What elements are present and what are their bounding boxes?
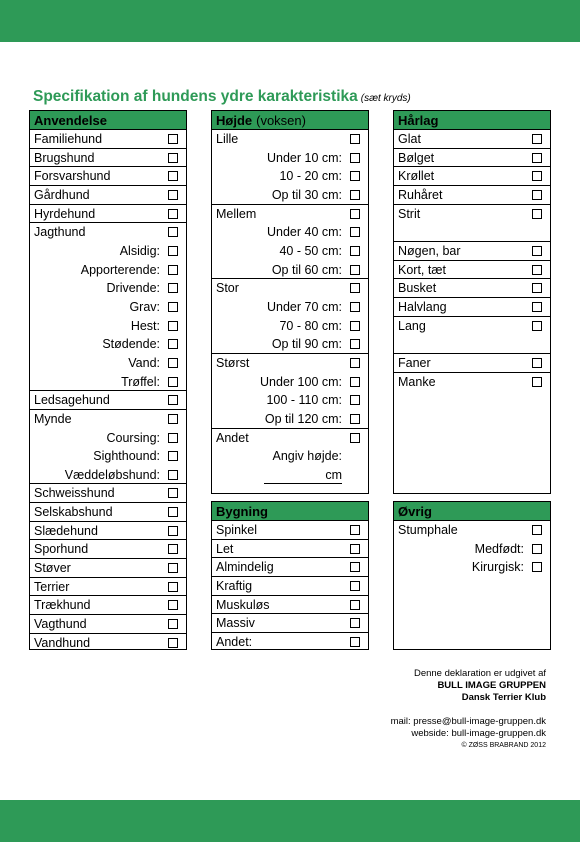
checkbox[interactable] xyxy=(350,321,360,331)
option-slaedehund[interactable] xyxy=(30,522,186,541)
option-label: Mellem xyxy=(216,206,257,221)
option-label: Busket xyxy=(398,281,437,296)
angiv-hojde-field-row xyxy=(212,466,368,485)
checkbox[interactable] xyxy=(350,395,360,405)
checkbox[interactable] xyxy=(350,134,360,144)
option-label: Hest: xyxy=(130,318,160,333)
checkbox[interactable] xyxy=(350,600,360,610)
ovrig-header xyxy=(394,502,550,521)
checkbox[interactable] xyxy=(168,377,178,387)
ovrig-header-label: Øvrig xyxy=(398,503,432,519)
option-label: Ledsagehund xyxy=(34,393,110,408)
checkbox[interactable] xyxy=(532,134,542,144)
checkbox[interactable] xyxy=(350,581,360,591)
publisher-intro: Denne deklaration er udgivet af xyxy=(413,668,546,679)
hojde-header-label: Højde xyxy=(216,112,253,128)
publisher-name: BULL IMAGE GRUPPEN xyxy=(437,680,546,691)
suboption-vand[interactable] xyxy=(30,354,186,373)
suboption-op-til-60[interactable] xyxy=(212,261,368,280)
option-stover[interactable] xyxy=(30,559,186,578)
checkbox[interactable] xyxy=(350,227,360,237)
checkbox[interactable] xyxy=(350,637,360,647)
cm-unit: cm xyxy=(325,467,342,482)
hojde-header-note: (voksen) xyxy=(256,112,306,128)
checkbox[interactable] xyxy=(532,283,542,293)
option-andet-bygning[interactable] xyxy=(212,633,368,652)
checkbox[interactable] xyxy=(168,507,178,517)
option-label: Op til 30 cm: xyxy=(271,187,342,202)
option-strit[interactable] xyxy=(394,205,550,224)
suboption-grav[interactable] xyxy=(30,298,186,317)
option-label: Sporhund xyxy=(34,542,89,557)
option-forsvarshund[interactable] xyxy=(30,167,186,186)
checkbox[interactable] xyxy=(168,246,178,256)
option-mellem[interactable] xyxy=(212,205,368,224)
anvendelse-header xyxy=(30,111,186,130)
option-label: Mynde xyxy=(34,411,72,426)
option-label: Drivende: xyxy=(106,281,160,296)
checkbox[interactable] xyxy=(350,544,360,554)
option-label: Gårdhund xyxy=(34,187,90,202)
top-green-band xyxy=(0,0,580,42)
option-label: Glat xyxy=(398,132,421,146)
option-label: Muskuløs xyxy=(216,597,270,612)
option-stumphale[interactable] xyxy=(394,521,550,540)
option-kraftig[interactable] xyxy=(212,577,368,596)
angiv-hojde-label-row xyxy=(212,447,368,466)
option-manke[interactable] xyxy=(394,373,550,392)
option-label: Apporterende: xyxy=(80,262,160,277)
contact-web: webside: bull-image-gruppen.dk xyxy=(411,728,546,739)
option-muskulos[interactable] xyxy=(212,596,368,615)
checkbox[interactable] xyxy=(350,562,360,572)
suboption-under-70[interactable] xyxy=(212,298,368,317)
checkbox[interactable] xyxy=(168,171,178,181)
checkbox[interactable] xyxy=(168,488,178,498)
checkbox[interactable] xyxy=(350,246,360,256)
option-label: Let xyxy=(216,541,234,556)
suboption-40-50[interactable] xyxy=(212,242,368,261)
suboption-under-40[interactable] xyxy=(212,223,368,242)
option-selskabshund[interactable] xyxy=(30,503,186,522)
checkbox[interactable] xyxy=(350,618,360,628)
option-label: Forsvarshund xyxy=(34,169,111,184)
option-label: Familiehund xyxy=(34,132,103,146)
checkbox[interactable] xyxy=(168,600,178,610)
checkbox[interactable] xyxy=(168,433,178,443)
option-label: 70 - 80 cm: xyxy=(279,318,342,333)
option-brugshund[interactable] xyxy=(30,149,186,168)
checkbox[interactable] xyxy=(532,525,542,535)
option-label: Stødende: xyxy=(102,337,160,352)
option-label: Coursing: xyxy=(106,430,160,445)
checkbox[interactable] xyxy=(168,395,178,405)
suboption-10-20[interactable] xyxy=(212,167,368,186)
checkbox[interactable] xyxy=(350,283,360,293)
bottom-green-band xyxy=(0,800,580,842)
suboption-vaeddelobshund[interactable] xyxy=(30,466,186,485)
checkbox[interactable] xyxy=(168,544,178,554)
option-nogen-bar[interactable] xyxy=(394,242,550,261)
option-hyrdehund[interactable] xyxy=(30,205,186,224)
option-label: Kort, tæt xyxy=(398,262,446,277)
option-label: Andet: xyxy=(216,634,253,649)
suboption-medfodt[interactable] xyxy=(394,540,550,559)
checkbox[interactable] xyxy=(168,339,178,349)
harlag-header xyxy=(394,111,550,130)
contact-mail: mail: presse@bull-image-gruppen.dk xyxy=(390,716,546,727)
checkbox[interactable] xyxy=(532,265,542,275)
option-halvlang[interactable] xyxy=(394,298,550,317)
suboption-troffel[interactable] xyxy=(30,373,186,392)
option-label: Op til 90 cm: xyxy=(271,337,342,352)
option-label: Kirurgisk: xyxy=(471,560,524,575)
option-label: Schweisshund xyxy=(34,486,115,501)
checkbox[interactable] xyxy=(168,358,178,368)
checkbox[interactable] xyxy=(350,302,360,312)
option-label: Bølget xyxy=(398,150,435,165)
anvendelse-table xyxy=(29,110,187,650)
option-bolget[interactable] xyxy=(394,149,550,168)
checkbox[interactable] xyxy=(168,283,178,293)
option-label: Terrier xyxy=(34,579,70,594)
option-label: Selskabshund xyxy=(34,505,113,520)
option-label: Massiv xyxy=(216,616,255,631)
option-traekhund[interactable] xyxy=(30,596,186,615)
suboption-stodende[interactable] xyxy=(30,335,186,354)
option-label: Under 70 cm: xyxy=(266,299,342,314)
suboption-hest[interactable] xyxy=(30,317,186,336)
option-andet-hojde[interactable] xyxy=(212,429,368,448)
spacer-row xyxy=(394,223,550,242)
option-label: 100 - 110 cm: xyxy=(266,393,342,408)
option-vandhund[interactable] xyxy=(30,634,186,653)
option-vagthund[interactable] xyxy=(30,615,186,634)
checkbox[interactable] xyxy=(532,171,542,181)
ovrig-table xyxy=(393,501,551,650)
checkbox[interactable] xyxy=(532,544,542,554)
option-label: Sighthound: xyxy=(93,449,160,464)
option-mynde[interactable] xyxy=(30,410,186,429)
suboption-drivende[interactable] xyxy=(30,279,186,298)
option-stor[interactable] xyxy=(212,279,368,298)
suboption-op-til-30[interactable] xyxy=(212,186,368,205)
checkbox[interactable] xyxy=(168,526,178,536)
option-label: Vagthund xyxy=(34,617,87,632)
checkbox[interactable] xyxy=(350,153,360,163)
option-storst[interactable] xyxy=(212,354,368,373)
checkbox[interactable] xyxy=(350,377,360,387)
bygning-header xyxy=(212,502,368,521)
option-label: Vandhund xyxy=(34,635,91,650)
option-label: Halvlang xyxy=(398,299,447,314)
publisher-block xyxy=(414,668,546,704)
checkbox[interactable] xyxy=(168,321,178,331)
height-input-line[interactable] xyxy=(264,466,342,484)
option-label: Brugshund xyxy=(34,150,95,165)
hojde-table xyxy=(211,110,369,494)
suboption-sighthound[interactable] xyxy=(30,447,186,466)
option-label: Under 40 cm: xyxy=(266,225,342,240)
option-label: Andet xyxy=(216,430,249,445)
option-label: Trækhund xyxy=(34,598,91,613)
option-label: Hyrdehund xyxy=(34,206,96,221)
option-label: Størst xyxy=(216,355,250,370)
checkbox[interactable] xyxy=(168,414,178,424)
option-kort-taet[interactable] xyxy=(394,261,550,280)
option-label: Ruhåret xyxy=(398,187,443,202)
option-faner[interactable] xyxy=(394,354,550,373)
option-glat[interactable] xyxy=(394,130,550,149)
harlag-header-label: Hårlag xyxy=(398,112,439,128)
checkbox[interactable] xyxy=(532,358,542,368)
option-label: Op til 120 cm: xyxy=(264,411,342,426)
suboption-70-80[interactable] xyxy=(212,317,368,336)
checkbox[interactable] xyxy=(350,414,360,424)
copyright: © ZØSS BRABRAND 2012 xyxy=(461,742,546,749)
checkbox[interactable] xyxy=(532,321,542,331)
option-label: Krøllet xyxy=(398,169,435,184)
option-schweisshund[interactable] xyxy=(30,484,186,503)
option-label: Slædehund xyxy=(34,523,98,538)
checkbox[interactable] xyxy=(532,562,542,572)
checkbox[interactable] xyxy=(350,171,360,181)
suboption-under-100[interactable] xyxy=(212,373,368,392)
checkbox[interactable] xyxy=(350,525,360,535)
option-spinkel[interactable] xyxy=(212,521,368,540)
option-label: Op til 60 cm: xyxy=(271,262,342,277)
option-label: Stumphale xyxy=(398,523,458,537)
bygning-table xyxy=(211,501,369,650)
suboption-kirurgisk[interactable] xyxy=(394,558,550,577)
checkbox[interactable] xyxy=(532,302,542,312)
checkbox[interactable] xyxy=(168,302,178,312)
option-lang[interactable] xyxy=(394,317,550,336)
bygning-header-label: Bygning xyxy=(216,503,268,519)
option-label: Faner xyxy=(398,355,431,370)
option-label: Almindelig xyxy=(216,560,274,575)
option-label: Alsidig: xyxy=(119,243,160,258)
checkbox[interactable] xyxy=(532,246,542,256)
checkbox[interactable] xyxy=(168,638,178,648)
option-label: Manke xyxy=(398,374,436,389)
anvendelse-header-label: Anvendelse xyxy=(34,112,107,128)
harlag-table xyxy=(393,110,551,494)
option-terrier[interactable] xyxy=(30,578,186,597)
checkbox[interactable] xyxy=(168,134,178,144)
title-main: Specifikation af hundens ydre karakteristika xyxy=(33,88,358,105)
checkbox[interactable] xyxy=(350,358,360,368)
page-title xyxy=(33,88,411,106)
suboption-coursing[interactable] xyxy=(30,429,186,448)
option-label: Strit xyxy=(398,206,421,221)
publisher-club: Dansk Terrier Klub xyxy=(461,692,546,703)
option-label: Nøgen, bar xyxy=(398,243,461,258)
suboption-alsidig[interactable] xyxy=(30,242,186,261)
checkbox[interactable] xyxy=(168,582,178,592)
option-busket[interactable] xyxy=(394,279,550,298)
spacer-row xyxy=(394,335,550,354)
option-sporhund[interactable] xyxy=(30,540,186,559)
option-familiehund[interactable] xyxy=(30,130,186,149)
checkbox[interactable] xyxy=(168,227,178,237)
option-label: Spinkel xyxy=(216,523,257,537)
title-note: (sæt kryds) xyxy=(360,93,411,104)
suboption-100-110[interactable] xyxy=(212,391,368,410)
checkbox[interactable] xyxy=(168,470,178,480)
option-ruharet[interactable] xyxy=(394,186,550,205)
checkbox[interactable] xyxy=(350,339,360,349)
checkbox[interactable] xyxy=(168,153,178,163)
checkbox[interactable] xyxy=(350,433,360,443)
angiv-hojde-label: Angiv højde: xyxy=(272,449,342,464)
option-almindelig[interactable] xyxy=(212,558,368,577)
option-gardhund[interactable] xyxy=(30,186,186,205)
checkbox[interactable] xyxy=(532,190,542,200)
option-lille[interactable] xyxy=(212,130,368,149)
checkbox[interactable] xyxy=(168,563,178,573)
checkbox[interactable] xyxy=(168,451,178,461)
option-krollet[interactable] xyxy=(394,167,550,186)
option-label: Lille xyxy=(216,132,239,146)
checkbox[interactable] xyxy=(168,209,178,219)
option-label: Jagthund xyxy=(34,225,86,240)
option-label: Under 100 cm: xyxy=(260,374,342,389)
suboption-op-til-90[interactable] xyxy=(212,335,368,354)
hojde-header xyxy=(212,111,368,130)
option-label: Væddeløbshund: xyxy=(64,467,160,482)
option-label: Vand: xyxy=(128,355,160,370)
option-let[interactable] xyxy=(212,540,368,559)
option-label: Under 10 cm: xyxy=(266,150,342,165)
option-label: Medfødt: xyxy=(474,541,524,556)
option-massiv[interactable] xyxy=(212,614,368,633)
option-label: Grav: xyxy=(129,299,160,314)
checkbox[interactable] xyxy=(532,209,542,219)
checkbox[interactable] xyxy=(168,265,178,275)
option-label: Trøffel: xyxy=(121,374,160,389)
option-label: Støver xyxy=(34,561,71,576)
option-label: 40 - 50 cm: xyxy=(279,243,342,258)
option-ledsagehund[interactable] xyxy=(30,391,186,410)
option-label: Stor xyxy=(216,281,239,296)
suboption-under-10[interactable] xyxy=(212,149,368,168)
checkbox[interactable] xyxy=(350,209,360,219)
option-label: Kraftig xyxy=(216,578,253,593)
option-label: 10 - 20 cm: xyxy=(279,169,342,184)
checkbox[interactable] xyxy=(532,153,542,163)
checkbox[interactable] xyxy=(168,619,178,629)
checkbox[interactable] xyxy=(532,377,542,387)
checkbox[interactable] xyxy=(350,265,360,275)
checkbox[interactable] xyxy=(168,190,178,200)
option-jagthund[interactable] xyxy=(30,223,186,242)
checkbox[interactable] xyxy=(350,190,360,200)
contact-block xyxy=(391,716,546,752)
suboption-apporterende[interactable] xyxy=(30,261,186,280)
suboption-op-til-120[interactable] xyxy=(212,410,368,429)
option-label: Lang xyxy=(398,318,426,333)
